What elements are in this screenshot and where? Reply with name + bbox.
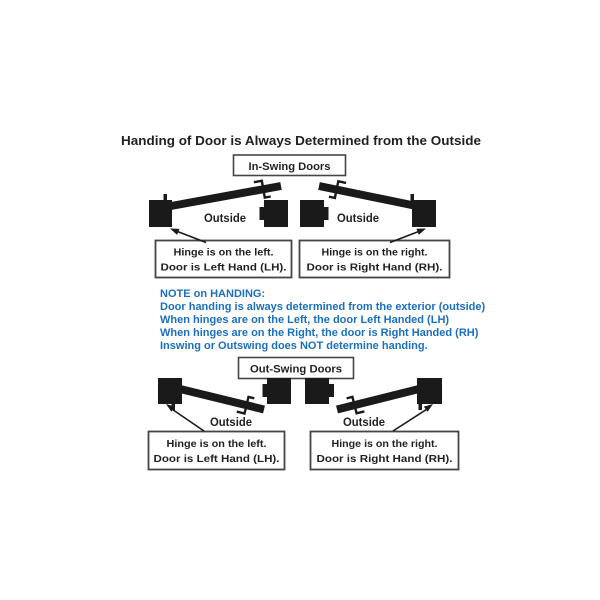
hinge-jamb: [412, 200, 436, 227]
latch-tab: [324, 207, 329, 220]
latch-jamb: [264, 200, 288, 227]
latch-tab: [260, 207, 265, 220]
in-swing-section: [149, 155, 450, 278]
note-line: When hinges are on the Left, the door Left Handed (LH): [160, 314, 450, 326]
outside-label: Outside: [343, 417, 385, 429]
out-swing-section-label: Out-Swing Doors: [250, 363, 342, 376]
arrowhead-icon: [170, 229, 180, 235]
outside-label: Outside: [210, 417, 252, 429]
in-swing-left-door-diagram: [149, 181, 292, 278]
arrowhead-icon: [416, 229, 426, 235]
door-leaf: [319, 186, 414, 206]
hinge-pin: [411, 194, 415, 202]
note-line: Inswing or Outswing does NOT determine handing.: [160, 340, 428, 352]
outside-label: Outside: [337, 213, 379, 225]
latch-jamb: [305, 378, 329, 404]
arrow-to-hinge-icon: [173, 410, 204, 431]
in-swing-right-door-diagram: [300, 181, 450, 277]
arrow-to-hinge-icon: [393, 410, 426, 431]
latch-jamb: [300, 200, 324, 227]
note-line: Door handing is always determined from the exterior (outside): [160, 301, 486, 313]
caption-line: Hinge is on the right.: [321, 246, 428, 259]
caption-line: Door is Right Hand (RH).: [306, 261, 443, 274]
caption-line: Door is Left Hand (LH).: [160, 261, 287, 274]
note-on-handing: [160, 288, 486, 352]
hinge-jamb: [149, 200, 172, 227]
outside-label: Outside: [204, 213, 246, 225]
hinge-pin: [164, 194, 168, 202]
diagram-title: Handing of Door is Always Determined from the Outside: [121, 133, 481, 148]
caption-line: Door is Left Hand (LH).: [153, 453, 280, 465]
caption-line: Hinge is on the right.: [331, 438, 438, 450]
caption-line: Hinge is on the left.: [173, 246, 274, 259]
caption-line: Door is Right Hand (RH).: [316, 453, 453, 465]
out-swing-left-door-diagram: [149, 378, 292, 470]
latch-tab: [263, 384, 268, 397]
latch-tab: [329, 384, 334, 397]
caption-line: Hinge is on the left.: [166, 438, 267, 450]
note-line: When hinges are on the Right, the door is Right Handed (RH): [160, 327, 479, 339]
out-swing-right-door-diagram: [305, 378, 459, 470]
note-heading: NOTE on HANDING:: [160, 288, 266, 300]
in-swing-section-label: In-Swing Doors: [248, 161, 331, 173]
out-swing-section: [149, 358, 459, 470]
latch-jamb: [267, 378, 291, 404]
hinge-pin: [419, 402, 423, 410]
